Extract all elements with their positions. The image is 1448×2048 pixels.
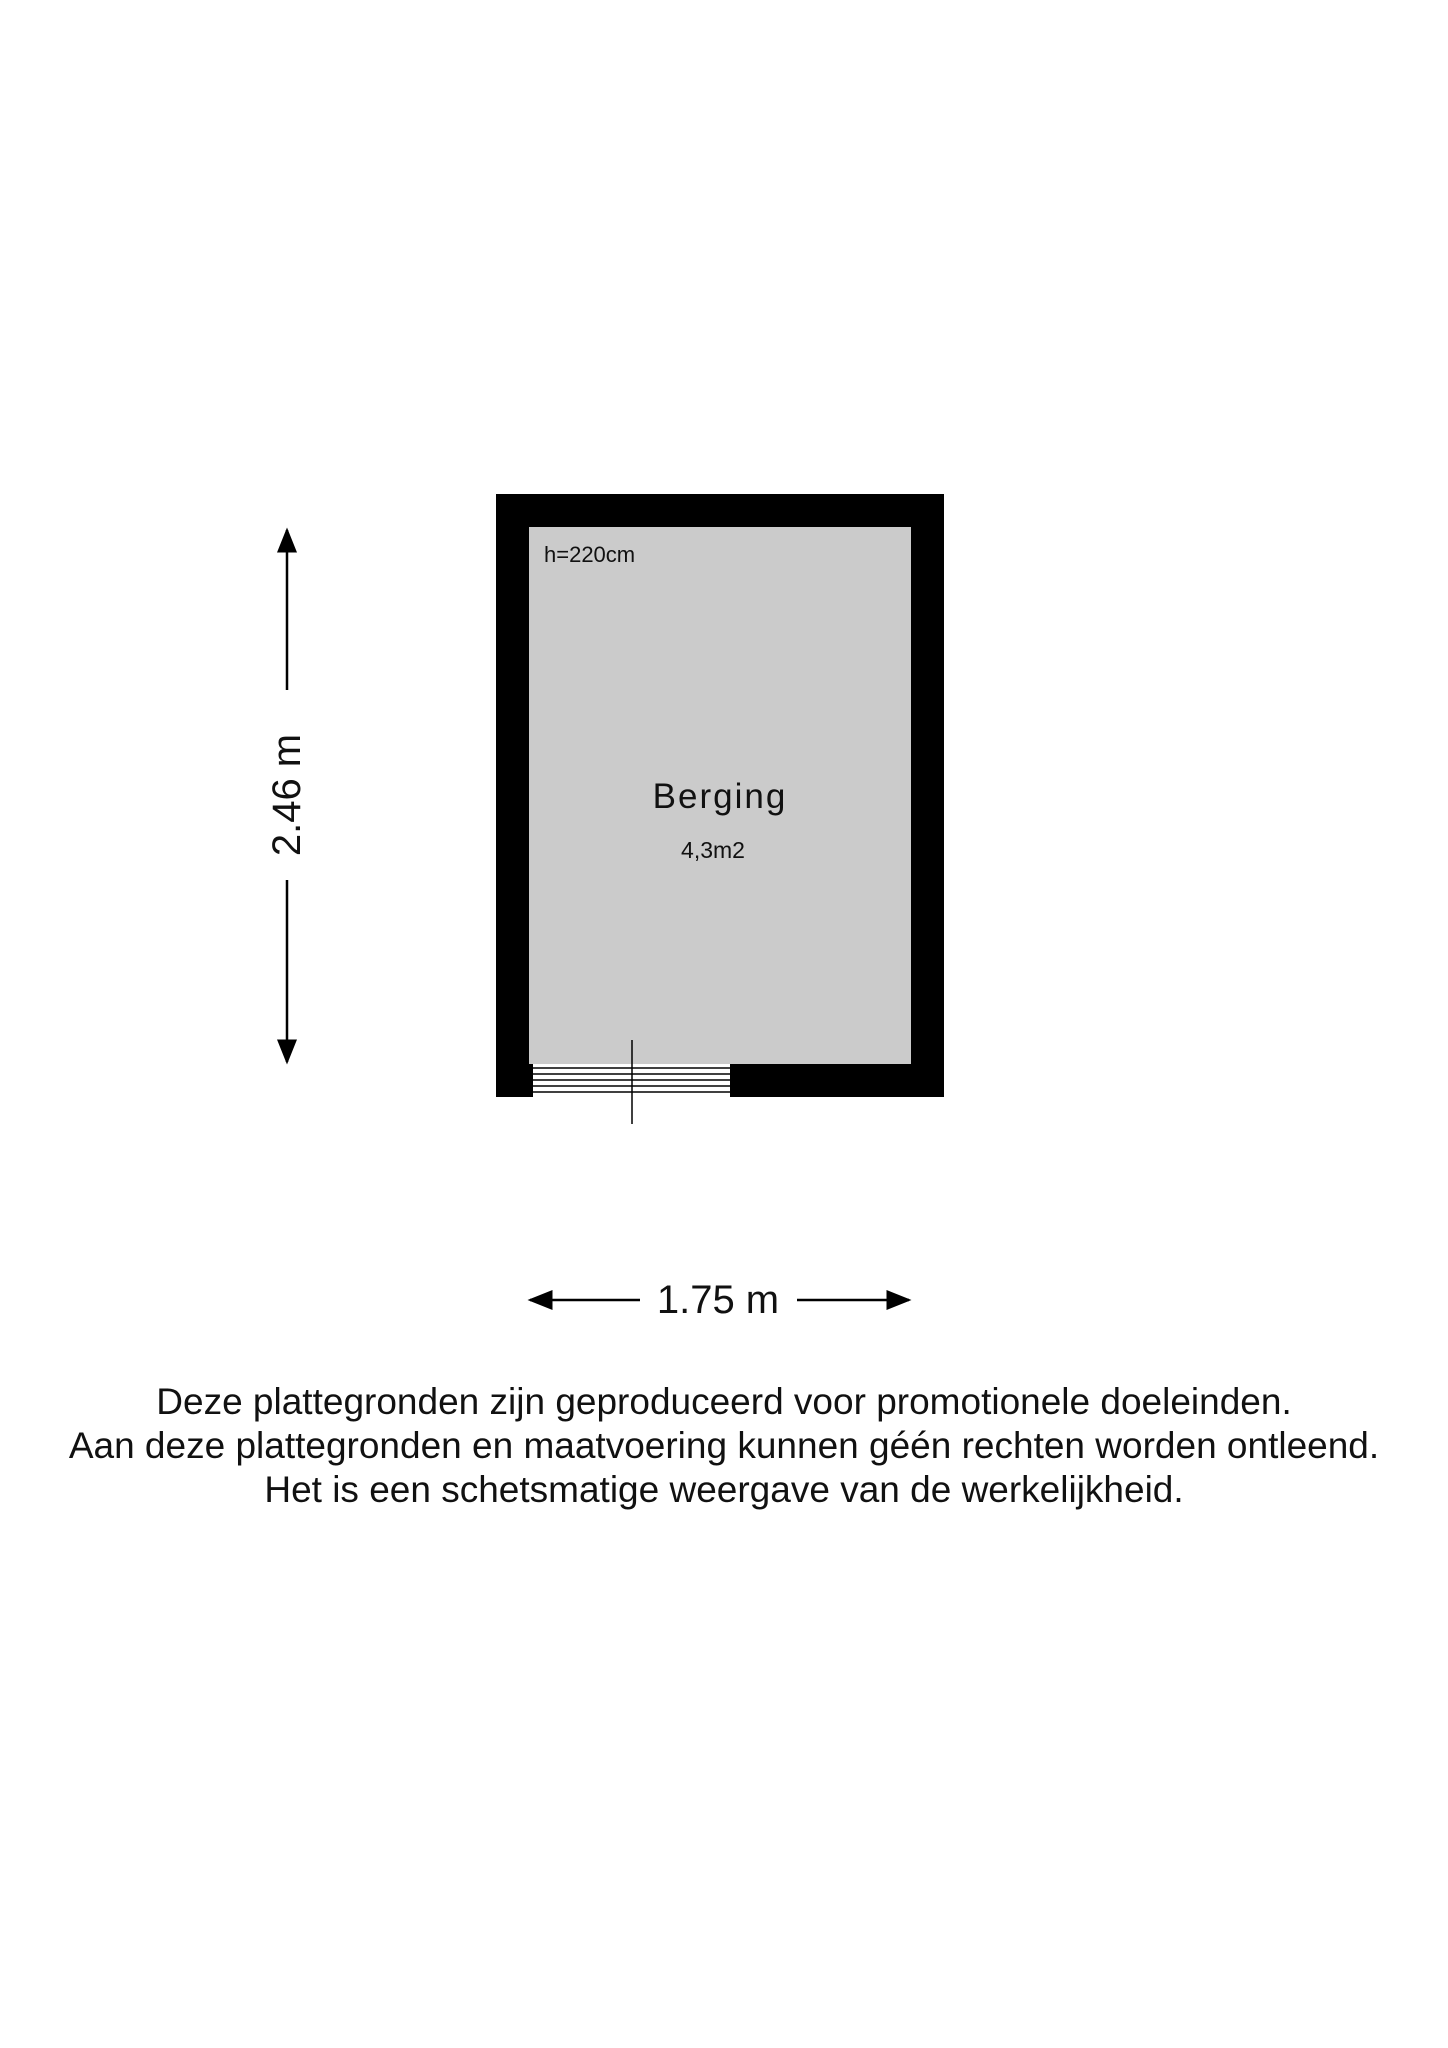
room-name-label: Berging <box>652 777 788 816</box>
height-dimension-label: 2.46 m <box>265 733 309 857</box>
room-height-label: h=220cm <box>544 542 636 567</box>
wall-bottom-left <box>496 1064 533 1097</box>
wall-top <box>496 494 944 527</box>
width-dimension-label: 1.75 m <box>656 1278 780 1322</box>
disclaimer <box>0 1380 1448 1512</box>
disclaimer-line-1: Deze plattegronden zijn geproduceerd voor promotionele doeleinden. <box>156 1381 1292 1422</box>
wall-right <box>911 494 944 1097</box>
room-area-label: 4,3m2 <box>681 837 745 863</box>
width-dimension <box>530 1278 909 1322</box>
wall-left <box>496 494 529 1097</box>
disclaimer-line-3: Het is een schetsmatige weergave van de werkelijkheid. <box>264 1469 1184 1510</box>
wall-bottom-right <box>730 1064 944 1097</box>
disclaimer-line-2: Aan deze plattegronden en maatvoering kunnen géén rechten worden ontleend. <box>68 1425 1380 1466</box>
height-dimension <box>265 530 309 1062</box>
